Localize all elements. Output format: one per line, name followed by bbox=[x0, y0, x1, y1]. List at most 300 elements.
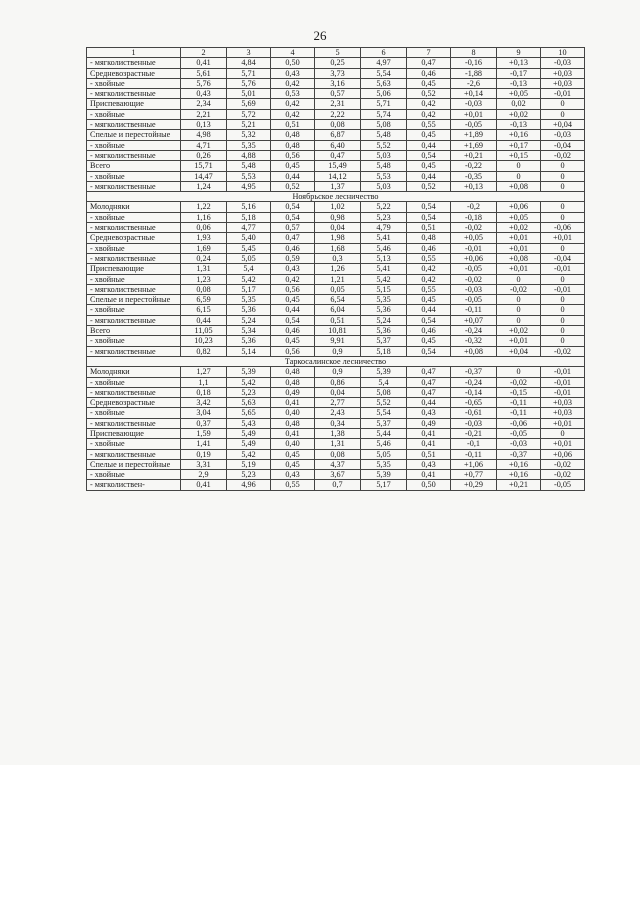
table-row bbox=[87, 58, 585, 68]
table-row bbox=[87, 367, 585, 377]
table-cell: 14,47 bbox=[181, 171, 227, 181]
table-cell: +0,01 bbox=[541, 439, 585, 449]
row-label: - хвойные bbox=[87, 274, 181, 284]
row-label: - хвойные bbox=[87, 305, 181, 315]
table-cell: 0 bbox=[541, 109, 585, 119]
section-header-row bbox=[87, 356, 585, 366]
table-cell: 5,49 bbox=[227, 439, 271, 449]
table-cell: 5,35 bbox=[227, 140, 271, 150]
table-cell: 5,14 bbox=[227, 346, 271, 356]
table-cell: 5,63 bbox=[227, 398, 271, 408]
table-cell: +0,16 bbox=[497, 470, 541, 480]
row-label: Спелые и перестойные bbox=[87, 459, 181, 469]
table-cell: 5,15 bbox=[361, 284, 407, 294]
table-cell: 5,53 bbox=[361, 171, 407, 181]
table-cell: 0 bbox=[497, 274, 541, 284]
table-cell: 0,25 bbox=[315, 58, 361, 68]
table-cell: 0,08 bbox=[181, 284, 227, 294]
table-row bbox=[87, 377, 585, 387]
table-cell: 1,68 bbox=[315, 243, 361, 253]
table-cell: 0,48 bbox=[271, 377, 315, 387]
table-cell: 0,45 bbox=[271, 161, 315, 171]
table-cell: 5,43 bbox=[227, 418, 271, 428]
table-cell: 0,55 bbox=[407, 120, 451, 130]
table-cell: 5,06 bbox=[361, 89, 407, 99]
table-cell: 0,43 bbox=[407, 459, 451, 469]
table-cell: 0,44 bbox=[407, 171, 451, 181]
table-cell: 0,19 bbox=[181, 449, 227, 459]
table-cell: 0,46 bbox=[407, 243, 451, 253]
table-cell: 4,71 bbox=[181, 140, 227, 150]
table-cell: +0,03 bbox=[541, 68, 585, 78]
table-cell: 5,13 bbox=[361, 253, 407, 263]
row-label: Приспевающие bbox=[87, 428, 181, 438]
table-cell: 0,45 bbox=[407, 78, 451, 88]
table-cell: +0,01 bbox=[451, 109, 497, 119]
table-cell: 5,24 bbox=[227, 315, 271, 325]
table-cell: 0,56 bbox=[271, 346, 315, 356]
table-cell: 5,42 bbox=[227, 274, 271, 284]
table-cell: 0 bbox=[541, 274, 585, 284]
table-cell: 0,50 bbox=[271, 58, 315, 68]
table-cell: 0,52 bbox=[407, 181, 451, 191]
table-cell: +0,01 bbox=[497, 336, 541, 346]
table-cell: -0,13 bbox=[497, 120, 541, 130]
table-cell: 1,31 bbox=[315, 439, 361, 449]
table-cell: 4,79 bbox=[361, 223, 407, 233]
table-row bbox=[87, 120, 585, 130]
table-cell: 0,55 bbox=[407, 253, 451, 263]
row-label: Приспевающие bbox=[87, 99, 181, 109]
table-cell: 5,35 bbox=[361, 459, 407, 469]
table-cell: +0,07 bbox=[451, 315, 497, 325]
table-cell: 5,46 bbox=[361, 439, 407, 449]
table-row bbox=[87, 428, 585, 438]
table-cell: -0,01 bbox=[541, 264, 585, 274]
column-header: 2 bbox=[181, 48, 227, 58]
table-cell: 0,41 bbox=[181, 480, 227, 490]
table-cell: +0,02 bbox=[497, 326, 541, 336]
table-cell: -0,11 bbox=[451, 449, 497, 459]
table-cell: 0,54 bbox=[407, 346, 451, 356]
row-label: - мягколиственные bbox=[87, 449, 181, 459]
table-cell: 0,43 bbox=[271, 470, 315, 480]
table-cell: -0,02 bbox=[497, 377, 541, 387]
table-cell: 0,56 bbox=[271, 284, 315, 294]
table-cell: 5,23 bbox=[227, 470, 271, 480]
table-cell: 5,48 bbox=[227, 161, 271, 171]
table-cell: 0,42 bbox=[271, 78, 315, 88]
table-cell: 0,54 bbox=[407, 202, 451, 212]
table-cell: 0,50 bbox=[407, 480, 451, 490]
table-row bbox=[87, 253, 585, 263]
table-cell: -0,37 bbox=[451, 367, 497, 377]
table-cell: 4,84 bbox=[227, 58, 271, 68]
table-cell: 0 bbox=[541, 202, 585, 212]
table-cell: -0,16 bbox=[451, 58, 497, 68]
table-cell: -0,24 bbox=[451, 326, 497, 336]
table-cell: 0,41 bbox=[407, 439, 451, 449]
table-cell: 5,42 bbox=[361, 274, 407, 284]
row-label: - мягколиственные bbox=[87, 223, 181, 233]
table-row bbox=[87, 243, 585, 253]
table-row bbox=[87, 109, 585, 119]
table-cell: 0,42 bbox=[407, 99, 451, 109]
table-cell: 5,63 bbox=[361, 78, 407, 88]
table-cell: 0,7 bbox=[315, 480, 361, 490]
table-cell: +0,04 bbox=[497, 346, 541, 356]
table-cell: 5,19 bbox=[227, 459, 271, 469]
table-cell: 0,43 bbox=[407, 408, 451, 418]
table-cell: -0,04 bbox=[541, 140, 585, 150]
table-cell: 0,48 bbox=[271, 140, 315, 150]
table-cell: +0,01 bbox=[541, 418, 585, 428]
table-cell: 0,45 bbox=[407, 295, 451, 305]
table-cell: 0,45 bbox=[407, 336, 451, 346]
row-label: - мягколиственные bbox=[87, 120, 181, 130]
table-cell: 5,23 bbox=[361, 212, 407, 222]
table-cell: +0,01 bbox=[497, 233, 541, 243]
table-cell: 0,54 bbox=[407, 315, 451, 325]
table-cell: 5,42 bbox=[227, 377, 271, 387]
table-row bbox=[87, 326, 585, 336]
table-row bbox=[87, 305, 585, 315]
table-cell: 5,69 bbox=[227, 99, 271, 109]
table-cell: 0,05 bbox=[315, 284, 361, 294]
table-cell: 6,59 bbox=[181, 295, 227, 305]
row-label: Приспевающие bbox=[87, 264, 181, 274]
table-cell: 5,52 bbox=[361, 398, 407, 408]
page-number: 26 bbox=[313, 28, 327, 43]
table-cell: 0,08 bbox=[315, 120, 361, 130]
table-cell: +0,16 bbox=[497, 130, 541, 140]
row-label: Спелые и перестойные bbox=[87, 130, 181, 140]
table-cell: -0,03 bbox=[451, 99, 497, 109]
table-cell: -0,37 bbox=[497, 449, 541, 459]
table-cell: 0,45 bbox=[271, 336, 315, 346]
table-cell: 4,96 bbox=[227, 480, 271, 490]
table-row bbox=[87, 68, 585, 78]
table-row bbox=[87, 264, 585, 274]
table-cell: 2,34 bbox=[181, 99, 227, 109]
table-cell: 0,51 bbox=[407, 223, 451, 233]
table-cell: 5,71 bbox=[227, 68, 271, 78]
table-cell: 4,95 bbox=[227, 181, 271, 191]
table-cell: 5,23 bbox=[227, 387, 271, 397]
table-cell: -0,65 bbox=[451, 398, 497, 408]
table-cell: +0,21 bbox=[451, 150, 497, 160]
table-cell: -0,06 bbox=[497, 418, 541, 428]
table-cell: 5,44 bbox=[361, 428, 407, 438]
table-cell: 0,49 bbox=[407, 418, 451, 428]
table-cell: -0,11 bbox=[497, 398, 541, 408]
table-cell: 5,05 bbox=[361, 449, 407, 459]
table-cell: 0,41 bbox=[407, 428, 451, 438]
table-cell: 0,40 bbox=[271, 408, 315, 418]
column-header: 8 bbox=[451, 48, 497, 58]
table-cell: 5,48 bbox=[361, 161, 407, 171]
table-cell: 0,48 bbox=[271, 418, 315, 428]
table-cell: 10,23 bbox=[181, 336, 227, 346]
table-cell: 0,42 bbox=[271, 274, 315, 284]
row-label: Молодняки bbox=[87, 367, 181, 377]
table-cell: 5,17 bbox=[227, 284, 271, 294]
table-cell: -0,2 bbox=[451, 202, 497, 212]
table-cell: 0,46 bbox=[271, 243, 315, 253]
table-cell: -0,05 bbox=[497, 428, 541, 438]
table-row bbox=[87, 202, 585, 212]
table-cell: 5,71 bbox=[361, 99, 407, 109]
table-cell: -0,03 bbox=[541, 58, 585, 68]
table-cell: 0,47 bbox=[407, 387, 451, 397]
table-cell: -0,01 bbox=[541, 89, 585, 99]
table-cell: 1,37 bbox=[315, 181, 361, 191]
table-row bbox=[87, 408, 585, 418]
table-cell: -0,01 bbox=[541, 367, 585, 377]
table-cell: 0,48 bbox=[271, 130, 315, 140]
table-cell: -0,01 bbox=[451, 243, 497, 253]
table-cell: +0,01 bbox=[497, 243, 541, 253]
row-label: Молодняки bbox=[87, 202, 181, 212]
table-cell: 5,74 bbox=[361, 109, 407, 119]
column-header: 6 bbox=[361, 48, 407, 58]
table-cell: 5,34 bbox=[227, 326, 271, 336]
table-cell: 0,59 bbox=[271, 253, 315, 263]
table-cell: 5,39 bbox=[361, 367, 407, 377]
row-label: Всего bbox=[87, 326, 181, 336]
section-title: Ноябрьское лесничество bbox=[87, 192, 585, 202]
column-header: 1 bbox=[87, 48, 181, 58]
table-cell: 0,54 bbox=[407, 150, 451, 160]
table-cell: 0,42 bbox=[407, 274, 451, 284]
table-cell: 5,01 bbox=[227, 89, 271, 99]
table-cell: 5,4 bbox=[227, 264, 271, 274]
table-cell: 0,40 bbox=[271, 439, 315, 449]
table-cell: -0,05 bbox=[451, 264, 497, 274]
table-cell: -0,05 bbox=[451, 295, 497, 305]
table-cell: -0,32 bbox=[451, 336, 497, 346]
table-cell: 0,02 bbox=[497, 99, 541, 109]
table-cell: -0,04 bbox=[541, 253, 585, 263]
table-cell: +0,05 bbox=[497, 212, 541, 222]
table-cell: +0,05 bbox=[497, 89, 541, 99]
table-cell: 0,04 bbox=[315, 387, 361, 397]
table-cell: 0,43 bbox=[181, 89, 227, 99]
table-cell: 0 bbox=[541, 99, 585, 109]
table-cell: -0,1 bbox=[451, 439, 497, 449]
table-cell: 4,97 bbox=[361, 58, 407, 68]
table-cell: 5,45 bbox=[227, 243, 271, 253]
table-cell: 0,55 bbox=[407, 284, 451, 294]
table-cell: 5,48 bbox=[361, 130, 407, 140]
table-cell: 0 bbox=[497, 171, 541, 181]
table-cell: +0,06 bbox=[497, 202, 541, 212]
table-cell: 1,22 bbox=[181, 202, 227, 212]
table-row bbox=[87, 99, 585, 109]
table-cell: +0,16 bbox=[497, 459, 541, 469]
table-cell: 0 bbox=[541, 181, 585, 191]
table-cell: 5,08 bbox=[361, 120, 407, 130]
table-cell: 0,57 bbox=[271, 223, 315, 233]
table-cell: 5,05 bbox=[227, 253, 271, 263]
table-cell: +0,03 bbox=[541, 78, 585, 88]
table-cell: 0 bbox=[541, 161, 585, 171]
table-cell: 0,3 bbox=[315, 253, 361, 263]
row-label: - мягколиственные bbox=[87, 181, 181, 191]
table-row bbox=[87, 459, 585, 469]
table-cell: +0,15 bbox=[497, 150, 541, 160]
table-cell: -1,88 bbox=[451, 68, 497, 78]
table-cell: 10,81 bbox=[315, 326, 361, 336]
table-cell: +0,21 bbox=[497, 480, 541, 490]
table-cell: 6,87 bbox=[315, 130, 361, 140]
table-cell: 1,21 bbox=[315, 274, 361, 284]
table-cell: 3,16 bbox=[315, 78, 361, 88]
table-cell: +0,05 bbox=[451, 233, 497, 243]
table-cell: 0 bbox=[497, 295, 541, 305]
table-cell: +1,69 bbox=[451, 140, 497, 150]
table-row bbox=[87, 418, 585, 428]
table-cell: 6,04 bbox=[315, 305, 361, 315]
table-cell: 6,54 bbox=[315, 295, 361, 305]
table-row bbox=[87, 470, 585, 480]
table-cell: 9,91 bbox=[315, 336, 361, 346]
row-label: - мягколиственные bbox=[87, 418, 181, 428]
table-cell: 3,73 bbox=[315, 68, 361, 78]
section-header-row bbox=[87, 192, 585, 202]
table-cell: 3,04 bbox=[181, 408, 227, 418]
table-cell: 5,21 bbox=[227, 120, 271, 130]
table-cell: -0,01 bbox=[541, 284, 585, 294]
table-cell: 0,41 bbox=[181, 58, 227, 68]
table-cell: 5,54 bbox=[361, 68, 407, 78]
row-label: - мягколиственные bbox=[87, 150, 181, 160]
table-row bbox=[87, 336, 585, 346]
table-cell: -0,13 bbox=[497, 78, 541, 88]
table-cell: +0,08 bbox=[451, 346, 497, 356]
table-row bbox=[87, 284, 585, 294]
table-cell: 0,44 bbox=[407, 140, 451, 150]
table-cell: 5,35 bbox=[361, 295, 407, 305]
row-label: - хвойные bbox=[87, 243, 181, 253]
table-cell: 0,56 bbox=[271, 150, 315, 160]
table-cell: -0,06 bbox=[541, 223, 585, 233]
table-cell: 0 bbox=[497, 315, 541, 325]
table-cell: 0,43 bbox=[271, 264, 315, 274]
table-cell: -0,11 bbox=[497, 408, 541, 418]
table-cell: 0,45 bbox=[407, 130, 451, 140]
table-cell: 2,21 bbox=[181, 109, 227, 119]
table-cell: +1,89 bbox=[451, 130, 497, 140]
table-cell: 1,23 bbox=[181, 274, 227, 284]
table-cell: 0,54 bbox=[271, 315, 315, 325]
table-cell: 0,45 bbox=[271, 459, 315, 469]
table-cell: 2,9 bbox=[181, 470, 227, 480]
table-cell: +0,06 bbox=[541, 449, 585, 459]
table-row bbox=[87, 89, 585, 99]
row-label: - хвойные bbox=[87, 78, 181, 88]
table-row bbox=[87, 387, 585, 397]
table-cell: 0 bbox=[497, 305, 541, 315]
table-cell: 0,47 bbox=[407, 367, 451, 377]
table-cell: 5,52 bbox=[361, 140, 407, 150]
table-cell: 5,46 bbox=[361, 243, 407, 253]
table-cell: 5,32 bbox=[227, 130, 271, 140]
table-row bbox=[87, 78, 585, 88]
table-cell: 5,36 bbox=[227, 305, 271, 315]
table-cell: 0,54 bbox=[407, 212, 451, 222]
table-cell: 5,39 bbox=[227, 367, 271, 377]
table-cell: 0,04 bbox=[315, 223, 361, 233]
column-header: 9 bbox=[497, 48, 541, 58]
table-cell: +1,06 bbox=[451, 459, 497, 469]
table-cell: 0 bbox=[541, 243, 585, 253]
table-row bbox=[87, 398, 585, 408]
table-cell: 1,26 bbox=[315, 264, 361, 274]
table-cell: 0,42 bbox=[407, 109, 451, 119]
table-cell: +0,03 bbox=[541, 408, 585, 418]
table-cell: 5,03 bbox=[361, 150, 407, 160]
table-cell: 0,41 bbox=[407, 470, 451, 480]
table-cell: 1,31 bbox=[181, 264, 227, 274]
table-cell: 1,16 bbox=[181, 212, 227, 222]
table-cell: 0,9 bbox=[315, 346, 361, 356]
row-label: - хвойные bbox=[87, 140, 181, 150]
column-header: 4 bbox=[271, 48, 315, 58]
table-cell: 5,76 bbox=[181, 78, 227, 88]
table-cell: 0 bbox=[541, 171, 585, 181]
table-cell: 0,44 bbox=[407, 398, 451, 408]
table-cell: 0 bbox=[541, 326, 585, 336]
table-row bbox=[87, 181, 585, 191]
table-cell: 1,69 bbox=[181, 243, 227, 253]
table-cell: 2,31 bbox=[315, 99, 361, 109]
table-cell: 5,49 bbox=[227, 428, 271, 438]
table-cell: 0 bbox=[541, 315, 585, 325]
table-cell: -0,22 bbox=[451, 161, 497, 171]
table-cell: 0,49 bbox=[271, 387, 315, 397]
table-cell: +0,04 bbox=[541, 120, 585, 130]
table-cell: 0,47 bbox=[271, 233, 315, 243]
table-cell: 2,77 bbox=[315, 398, 361, 408]
table-cell: 0 bbox=[541, 295, 585, 305]
table-cell: +0,17 bbox=[497, 140, 541, 150]
table-cell: 0,46 bbox=[407, 68, 451, 78]
table-cell: -0,21 bbox=[451, 428, 497, 438]
row-label: - хвойные bbox=[87, 336, 181, 346]
table-cell: +0,08 bbox=[497, 253, 541, 263]
table-cell: +0,14 bbox=[451, 89, 497, 99]
table-cell: 5,35 bbox=[227, 295, 271, 305]
table-cell: 11,05 bbox=[181, 326, 227, 336]
table-cell: 1,24 bbox=[181, 181, 227, 191]
table-cell: 0,44 bbox=[271, 305, 315, 315]
row-label: Средневозрастные bbox=[87, 233, 181, 243]
table-cell: 0,42 bbox=[271, 99, 315, 109]
table-cell: +0,03 bbox=[541, 398, 585, 408]
table-cell: 0,47 bbox=[407, 377, 451, 387]
column-header: 10 bbox=[541, 48, 585, 58]
table-cell: 5,36 bbox=[361, 305, 407, 315]
table-header-row bbox=[87, 48, 585, 58]
table-cell: 0,48 bbox=[407, 233, 451, 243]
table-cell: -0,15 bbox=[497, 387, 541, 397]
table-cell: 5,22 bbox=[361, 202, 407, 212]
table-cell: +0,77 bbox=[451, 470, 497, 480]
table-cell: 0,52 bbox=[407, 89, 451, 99]
row-label: - мягколиственные bbox=[87, 253, 181, 263]
table-cell: 1,41 bbox=[181, 439, 227, 449]
